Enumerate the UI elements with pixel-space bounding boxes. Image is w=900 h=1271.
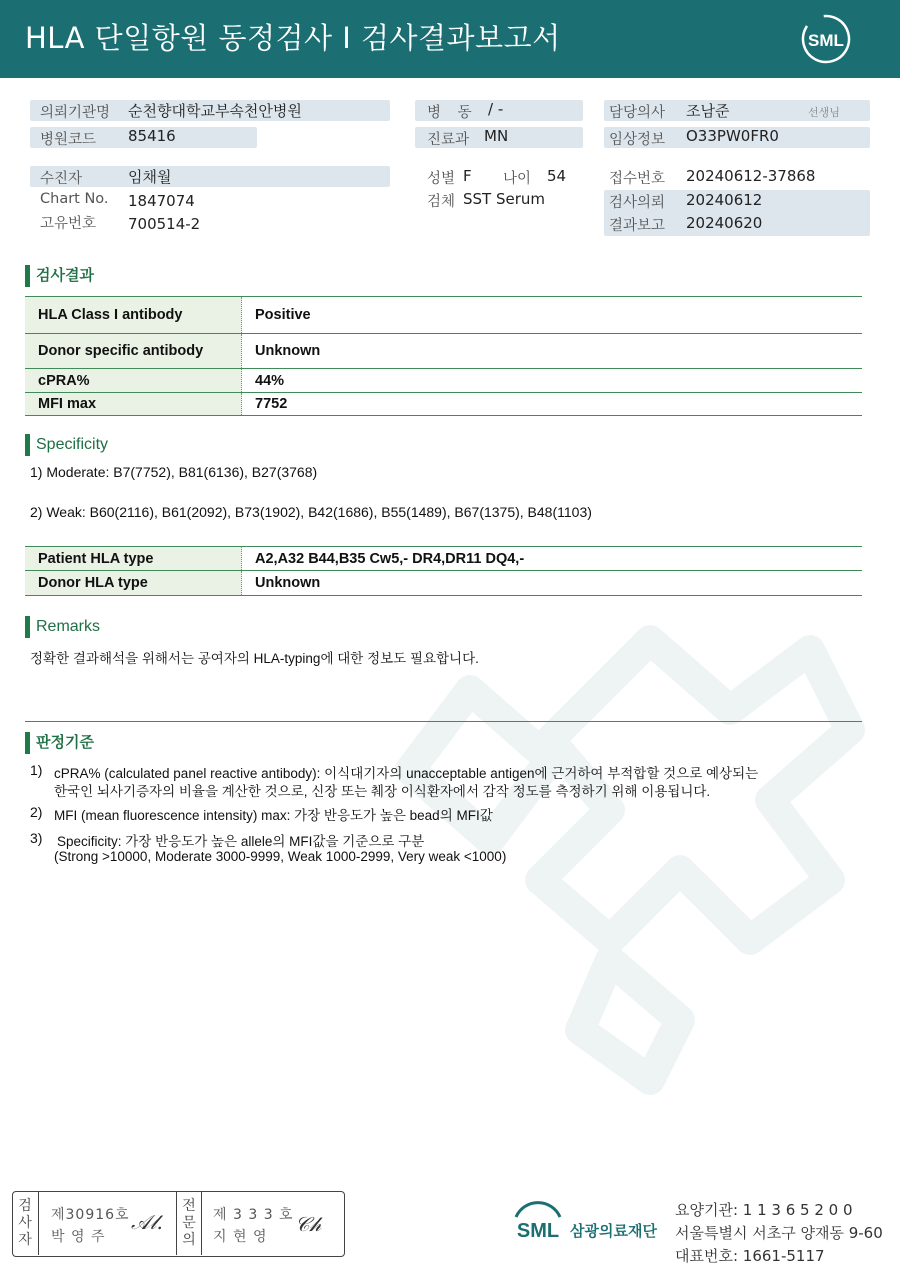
table-row [25,571,862,596]
result-label: HLA Class I antibody [25,297,242,333]
request-date-value: 20240612 [686,191,763,209]
tester-name: 박 영 주 [51,1229,106,1245]
age-value: 54 [547,167,567,185]
criteria-item2-line1: MFI (mean fluorescence intensity) max: 가장 반응도가 높은 bead의 MFI값 [54,808,493,823]
result-value: 7752 [255,396,288,412]
footer-logo-text: SML [516,1220,560,1242]
specificity-weak: 2) Weak: B60(2116), B61(2092), B73(1902), B42(1686), B55(1489), B67(1375), B48(1103) [30,504,592,520]
result-value: Unknown [255,343,321,359]
report-date-value: 20240620 [686,214,763,232]
criteria-section-title: 판정기준 [25,732,94,754]
clinical-info-value: O33PW0FR0 [686,127,779,145]
criteria-item3-num: 3) [30,830,43,846]
chart-no-value: 1847074 [128,192,195,210]
sml-logo-icon [800,13,852,65]
footer-sml-logo-icon [508,1199,568,1255]
hospital-code-label: 병원코드 [40,132,97,148]
tester-license: 제30916호 [51,1207,130,1223]
recipient-label: 수진자 [40,171,83,187]
table-row [25,296,862,334]
tester-label-cell [13,1192,39,1255]
sex-value: F [463,167,472,185]
criteria-item2-num: 2) [30,804,43,820]
specialist-label: 전문의 [182,1198,196,1248]
request-date-label: 검사의뢰 [609,195,666,211]
tester-signature-icon: 𝒜𝓁. [131,1210,163,1234]
specificity-moderate: 1) Moderate: B7(7752), B81(6136), B27(3768) [30,464,318,480]
watermark-cross-icon [350,560,870,1100]
table-row [25,334,862,369]
specimen-value: SST Serum [463,190,546,208]
department-label: 진료과 [427,132,470,148]
hla-value: Unknown [255,575,321,591]
hla-label: Patient HLA type [25,547,242,570]
hla-value: A2,A32 B44,B35 Cw5,- DR4,DR11 DQ4,- [255,550,525,567]
care-institution: 요양기관: 1 1 3 6 5 2 0 0 [675,1201,853,1219]
doctor-label: 담당의사 [609,105,666,121]
chart-no-label: Chart No. [40,191,109,207]
hospital-code-value: 85416 [128,127,176,145]
tester-label: 검사자 [18,1198,32,1248]
ward-label: 병 동 [427,105,478,121]
criteria-item1-line2: 한국인 뇌사기증자의 비율을 계산한 것으로, 신장 또는 췌장 이식환자에서 감작 정도를 측정하기 위해 이용됩니다. [54,784,711,799]
criteria-item3-line2: (Strong >10000, Moderate 3000-9999, Weak 1000-2999, Very weak <1000) [54,849,507,864]
criteria-item1-line1: cPRA% (calculated panel reactive antibody): 이식대기자의 unacceptable antigen에 근거하여 부적합할 것으로 예상되는 [54,766,759,781]
clinical-info-label: 임상정보 [609,132,666,148]
ward-value: / - [488,100,504,118]
report-date-label: 결과보고 [609,218,666,234]
unique-no-label: 고유번호 [40,216,97,232]
criteria-item3-line1: Specificity: 가장 반응도가 높은 allele의 MFI값을 기준으로 구분 [57,834,425,849]
results-section-title: 검사결과 [25,265,94,287]
result-label: cPRA% [25,369,242,392]
doctor-value: 조남준 [686,102,730,120]
hla-type-table [25,546,862,596]
table-row [25,369,862,393]
result-label: MFI max [25,393,242,415]
unique-no-value: 700514-2 [128,215,201,233]
specificity-section-title: Specificity [25,434,108,456]
result-value: 44% [255,372,285,389]
receipt-no-value: 20240612-37868 [686,167,816,185]
result-value: Positive [255,307,311,323]
receipt-no-label: 접수번호 [609,171,666,187]
divider [25,721,862,722]
foundation-name: 삼광의료재단 [570,1222,657,1240]
criteria-item1-num: 1) [30,762,43,778]
sml-logo-text: SML [808,31,844,50]
results-table [25,296,862,416]
signature-box [12,1191,345,1257]
result-label: Donor specific antibody [25,334,242,368]
age-label: 나이 [503,171,532,187]
report-title: HLA 단일항원 동정검사 I 검사결과보고서 [25,21,561,55]
phone: 대표번호: 1661-5117 [675,1247,825,1265]
specialist-license: 제 3 3 3 호 [213,1207,294,1223]
table-row [25,546,862,571]
specialist-label-cell [176,1192,202,1255]
institution-value: 순천향대학교부속천안병원 [128,102,302,120]
table-row [25,393,862,416]
recipient-band [30,166,390,187]
department-value: MN [484,127,509,145]
recipient-value: 임채월 [128,168,172,186]
report-header [0,0,900,78]
sex-label: 성별 [427,171,456,187]
specimen-label: 검체 [427,194,456,210]
institution-label: 의뢰기관명 [40,105,111,121]
doctor-suffix: 선생님 [808,106,840,119]
remarks-section-title: Remarks [25,616,100,638]
specialist-signature-icon: 𝒞𝒽 [295,1212,322,1236]
remarks-text: 정확한 결과해석을 위해서는 공여자의 HLA-typing에 대한 정보도 필요합니다. [30,651,479,666]
hla-label: Donor HLA type [25,571,242,595]
address: 서울특별시 서초구 양재동 9-60 [675,1224,883,1242]
specialist-name: 지 현 영 [213,1229,268,1245]
